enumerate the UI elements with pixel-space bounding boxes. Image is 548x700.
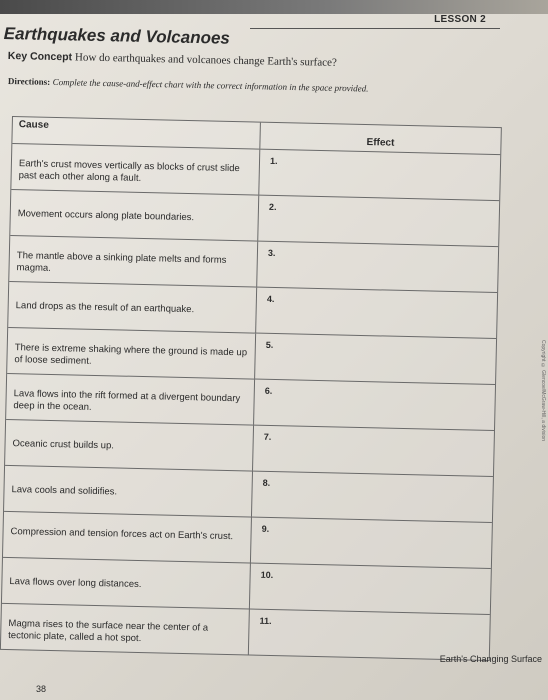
page-title: Earthquakes and Volcanoes: [3, 24, 231, 48]
key-concept-text: How do earthquakes and volcanoes change Earth's surface?: [74, 51, 337, 69]
lesson-rule: [250, 28, 500, 29]
cause-header: Cause: [12, 117, 261, 149]
effect-cell[interactable]: [256, 288, 497, 338]
cause-cell: The mantle above a sinking plate melts and forms magma.: [9, 236, 258, 287]
cause-cell: Compression and tension forces act on Earth's crust.: [3, 512, 252, 563]
effect-number: 3.: [267, 247, 276, 259]
directions: [8, 76, 528, 97]
effect-number: 11.: [259, 615, 272, 627]
effect-number: 2.: [268, 201, 277, 213]
key-concept: [8, 50, 528, 73]
cause-cell: Land drops as the result of an earthquake.: [8, 282, 257, 333]
effect-cell[interactable]: [259, 150, 500, 200]
copyright-notice: Copyright © Glencoe/McGraw-Hill, a division: [540, 340, 546, 442]
effect-number: 1.: [269, 155, 278, 167]
effect-cell[interactable]: [258, 196, 499, 246]
effect-number: 10.: [260, 569, 274, 581]
effect-cell[interactable]: [249, 610, 490, 660]
directions-text: Complete the cause-and-effect chart with the correct information in the space provided.: [52, 76, 369, 94]
effect-cell[interactable]: [255, 334, 496, 384]
cause-cell: There is extreme shaking where the ground is made up of loose sediment.: [7, 328, 256, 379]
cause-cell: Oceanic crust builds up.: [5, 420, 254, 471]
cause-cell: Lava flows over long distances.: [2, 558, 251, 609]
effect-number: 8.: [262, 477, 271, 488]
lesson-label: LESSON 2: [434, 14, 486, 25]
effect-number: 6.: [264, 385, 273, 396]
effect-number: 7.: [263, 431, 272, 442]
effect-cell[interactable]: [252, 472, 493, 522]
directions-label: Directions:: [7, 76, 51, 87]
unit-title: Earth's Changing Surface: [439, 654, 542, 664]
cause-cell: Earth's crust moves vertically as blocks of crust slide past each other along a fault.: [11, 144, 260, 195]
key-concept-label: Key Concept: [7, 50, 73, 64]
cause-cell: Magma rises to the surface near the center of a tectonic plate, called a hot spot.: [1, 604, 250, 655]
cause-cell: Lava cools and solidifies.: [4, 466, 253, 517]
effect-cell[interactable]: [254, 380, 495, 430]
cause-cell: Lava flows into the rift formed at a divergent boundary deep in the ocean.: [6, 374, 255, 425]
page-number: 38: [36, 684, 47, 694]
effect-cell[interactable]: [257, 242, 498, 292]
effect-number: 4.: [266, 293, 275, 304]
page-top-edge: [0, 0, 548, 14]
effect-cell[interactable]: [253, 426, 494, 476]
effect-header: Effect: [366, 137, 395, 149]
effect-cell[interactable]: [251, 518, 492, 568]
effect-number: 9.: [261, 523, 270, 534]
cause-effect-chart: [0, 116, 502, 661]
effect-cell[interactable]: [250, 564, 491, 614]
effect-number: 5.: [265, 339, 274, 350]
cause-cell: Movement occurs along plate boundaries.: [10, 190, 259, 241]
